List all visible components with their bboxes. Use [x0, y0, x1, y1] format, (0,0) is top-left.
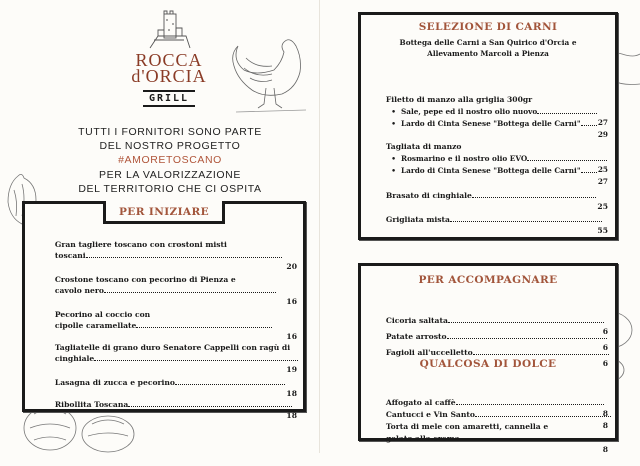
section-contorni-dolci [358, 263, 618, 454]
bullet: • [391, 107, 401, 116]
intro-line: TUTTI I FORNITORI SONO PARTE [78, 126, 262, 138]
rooster-sketch [226, 28, 316, 120]
intro-line: PER LA VALORIZZAZIONE [99, 168, 241, 181]
intro-text [70, 125, 270, 196]
brand-grill: GRILL [143, 90, 195, 107]
item-price: 8 [602, 445, 608, 454]
section-title: QUALCOSA DI DOLCE [419, 358, 557, 370]
item-name: Sale, pepe ed il nostro olio nuovo [401, 107, 538, 116]
item-price: 18 [286, 411, 297, 420]
item-price: 16 [286, 332, 297, 341]
item-price: 29 [597, 130, 608, 139]
section-title: PER INIZIARE [119, 206, 209, 218]
item-price: 6 [602, 343, 608, 352]
item-price: 16 [286, 297, 297, 306]
item-name: Patate arrosto [385, 332, 447, 341]
brand-line1: ROCCA [135, 50, 203, 70]
item-name: cipolle caramellate [54, 321, 137, 330]
item-name: Gran tagliere toscano con crostoni misti [54, 240, 227, 249]
item-price: 8 [602, 421, 608, 430]
menu-item [39, 388, 297, 432]
item-price: 27 [597, 177, 608, 186]
item-name: Lardo di Cinta Senese "Bottega delle Carni" [401, 166, 581, 175]
item-price: 19 [286, 365, 297, 374]
item-name: Grigliata mista [385, 215, 450, 224]
item-price: 6 [602, 327, 608, 336]
item-name: cinghiale [54, 354, 95, 363]
item-price: 55 [597, 226, 608, 235]
item-price: 25 [597, 165, 608, 174]
section-selezione-carni [358, 12, 618, 240]
item-name: Rosmarino e il nostro olio EVO [401, 154, 528, 163]
item-name: Tagliata di manzo [385, 142, 462, 151]
section-title: SELEZIONE DI CARNI [418, 21, 558, 33]
item-name: gelato alla crema [385, 434, 460, 443]
item-price: 27 [597, 118, 608, 127]
item-name: Ribollita Toscana [54, 400, 129, 409]
subtitle-line: Bottega delle Carni a San Quirico d'Orcia e [399, 38, 577, 47]
item-price: 25 [597, 202, 608, 211]
subtitle-line: Allevamento Marcoli a Pienza [427, 49, 549, 58]
item-name: Fagioli all'uccelletto [385, 348, 473, 357]
hashtag: #AMORETOSCANO [118, 154, 222, 167]
section-per-iniziare [22, 201, 306, 420]
item-price: 20 [286, 262, 297, 271]
right-page [320, 0, 640, 453]
menu-item [370, 203, 608, 247]
item-name: cavolo nero [54, 286, 104, 295]
item-price: 8 [602, 409, 608, 418]
left-page [0, 0, 320, 453]
section-title: PER ACCOMPAGNARE [418, 274, 558, 286]
item-name: Pecorino al coccio con [54, 310, 151, 319]
item-name: Torta di mele con amaretti, cannella e [385, 422, 549, 431]
intro-line: DEL NOSTRO PROGETTO [99, 140, 241, 153]
item-name: Affogato al caffè [385, 398, 456, 407]
item-name: Filetto di manzo alla griglia 300gr [385, 95, 533, 104]
bullet: • [391, 119, 401, 128]
item-name: Brasato di cinghiale [385, 191, 472, 200]
menu-item [370, 422, 608, 466]
item-name: Cicoria saltata [385, 316, 448, 325]
item-name: Crostone toscano con pecorino di Pienza e [54, 275, 236, 284]
brand-logo [124, 10, 214, 107]
item-name: toscani [54, 251, 86, 260]
section-subtitle [361, 37, 615, 59]
intro-line: DEL TERRITORIO CHE CI OSPITA [78, 182, 262, 195]
brand-line2: d'ORCIA [131, 66, 207, 86]
item-name: Cantucci e Vin Santo [385, 410, 475, 419]
bullet: • [391, 166, 401, 175]
item-name: Tagliatelle di grano duro Senatore Cappelli con ragù di [54, 343, 291, 352]
castle-icon [144, 10, 194, 50]
item-price: 6 [602, 359, 608, 368]
bullet: • [391, 154, 401, 163]
item-price: 18 [286, 389, 297, 398]
item-name: Lardo di Cinta Senese "Bottega delle Carni" [401, 119, 581, 128]
item-name: Lasagna di zucca e pecorino [54, 378, 175, 387]
